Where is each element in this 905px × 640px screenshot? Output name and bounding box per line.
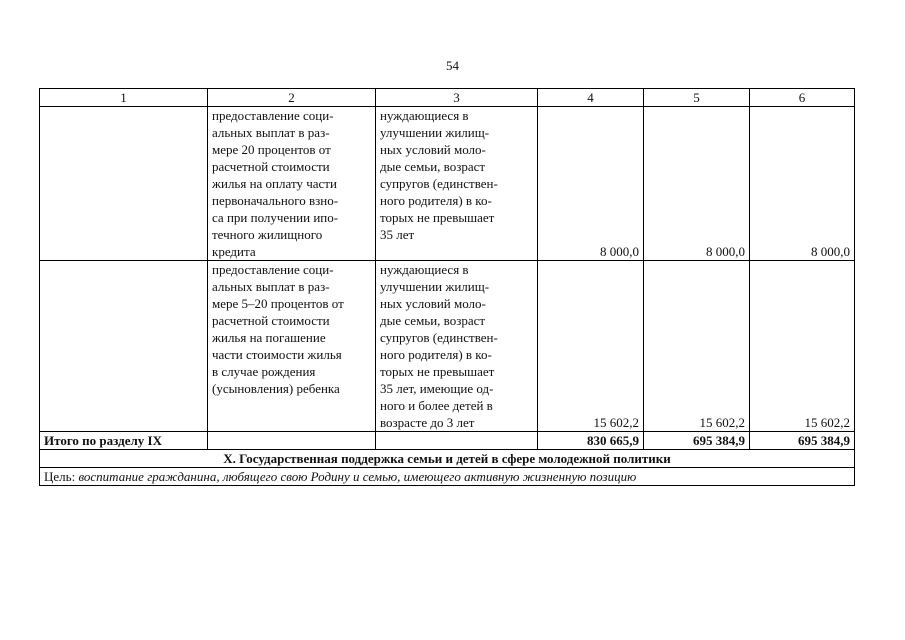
header-col-5: 5	[644, 89, 750, 107]
header-col-1: 1	[40, 89, 208, 107]
row-2-value-col-4: 15 602,2	[538, 261, 644, 432]
row-2-recipients: нуждающиеся в улучшении жилищ- ных условий моло- дые семьи, возраст супругов (единствен- ного родителя) в ко- торых не превышает 35 лет, имеющие од- ного и более детей в возрасте до 3 лет	[376, 261, 538, 432]
total-value-col-4: 830 665,9	[538, 432, 644, 450]
goal-row	[40, 468, 855, 486]
row-1-value-col-4: 8 000,0	[538, 107, 644, 261]
total-label: Итого по разделу IX	[40, 432, 208, 450]
section-title: X. Государственная поддержка семьи и детей в сфере молодежной политики	[40, 450, 855, 468]
row-1-value-col-6: 8 000,0	[750, 107, 855, 261]
row-1-value-col-5: 8 000,0	[644, 107, 750, 261]
header-col-4: 4	[538, 89, 644, 107]
table-row	[40, 107, 855, 261]
header-col-2: 2	[208, 89, 376, 107]
row-1-col-1	[40, 107, 208, 261]
table-row	[40, 261, 855, 432]
header-col-3: 3	[376, 89, 538, 107]
goal-text: воспитание гражданина, любящего свою Родину и семью, имеющего активную жизненную позицию	[78, 469, 637, 484]
section-heading-row	[40, 450, 855, 468]
total-col-3	[376, 432, 538, 450]
row-2-measure: предоставление соци- альных выплат в раз- мере 5–20 процентов от расчетной стоимости жилья на погашение части стоимости жилья в случае рождения (усыновления) ребенка	[208, 261, 376, 432]
row-1-recipients: нуждающиеся в улучшении жилищ- ных условий моло- дые семьи, возраст супругов (единствен- ного родителя) в ко- торых не превышает 35 лет	[376, 107, 538, 261]
goal-cell	[40, 468, 855, 486]
row-2-value-col-6: 15 602,2	[750, 261, 855, 432]
total-value-col-6: 695 384,9	[750, 432, 855, 450]
header-row	[40, 89, 855, 107]
goal-label: Цель:	[44, 469, 79, 484]
page-number: 54	[446, 58, 459, 73]
total-value-col-5: 695 384,9	[644, 432, 750, 450]
budget-table	[39, 88, 855, 486]
row-2-value-col-5: 15 602,2	[644, 261, 750, 432]
total-col-2	[208, 432, 376, 450]
row-2-col-1	[40, 261, 208, 432]
row-1-measure: предоставление соци- альных выплат в раз- мере 20 процентов от расчетной стоимости жилья на оплату части первоначального взно- са при получении ипо- течного жилищного кредита	[208, 107, 376, 261]
total-row	[40, 432, 855, 450]
header-col-6: 6	[750, 89, 855, 107]
